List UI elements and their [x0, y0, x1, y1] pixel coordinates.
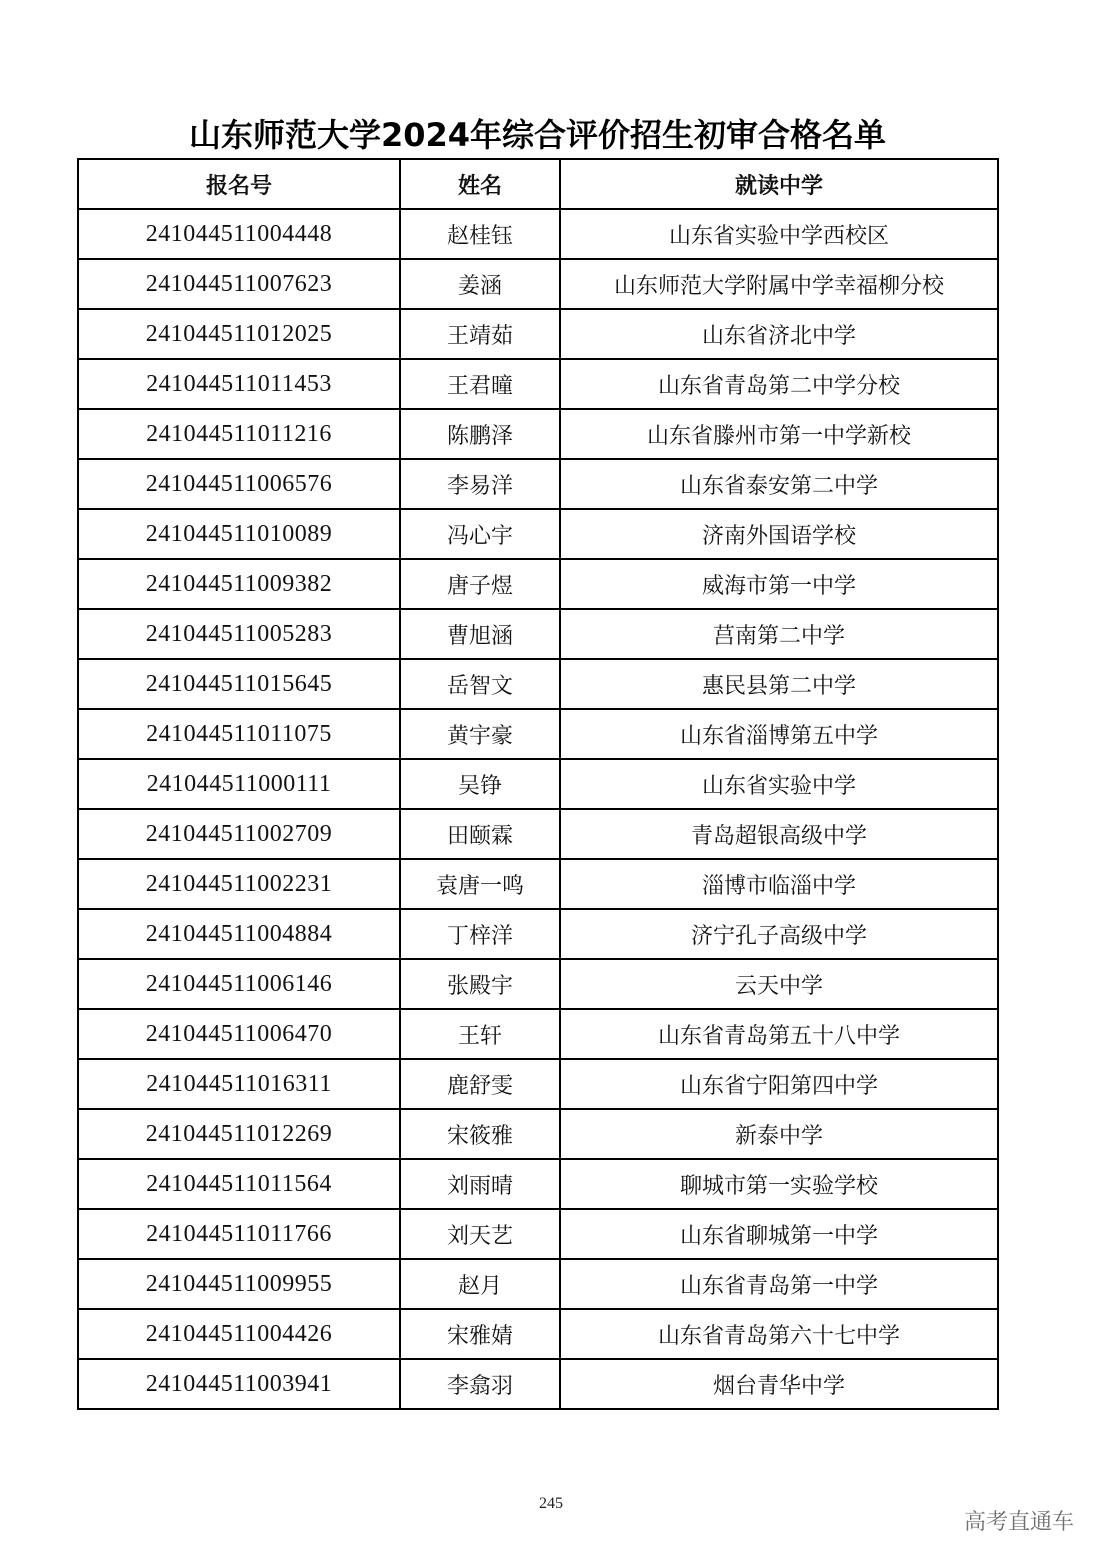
- student-name-cell: 王轩: [400, 1009, 560, 1059]
- table-row: [78, 659, 998, 709]
- school-name-cell: 山东省青岛第二中学分校: [560, 359, 998, 409]
- school-name-cell: 山东师范大学附属中学幸福柳分校: [560, 259, 998, 309]
- school-name-cell: 山东省泰安第二中学: [560, 459, 998, 509]
- table-row: [78, 1309, 998, 1359]
- column-header-registration-number: 报名号: [78, 159, 400, 209]
- school-name-cell: 山东省青岛第六十七中学: [560, 1309, 998, 1359]
- student-name-cell: 王靖茹: [400, 309, 560, 359]
- registration-number-cell: 241044511015645: [78, 659, 400, 709]
- school-name-cell: 山东省聊城第一中学: [560, 1209, 998, 1259]
- school-name-cell: 济南外国语学校: [560, 509, 998, 559]
- table-row: [78, 509, 998, 559]
- registration-number-cell: 241044511012025: [78, 309, 400, 359]
- registration-number-cell: 241044511006576: [78, 459, 400, 509]
- registration-number-cell: 241044511011453: [78, 359, 400, 409]
- school-name-cell: 惠民县第二中学: [560, 659, 998, 709]
- student-name-cell: 袁唐一鸣: [400, 859, 560, 909]
- table-header-row: [78, 159, 998, 209]
- school-name-cell: 山东省济北中学: [560, 309, 998, 359]
- registration-number-cell: 241044511005283: [78, 609, 400, 659]
- student-name-cell: 赵桂钰: [400, 209, 560, 259]
- student-name-cell: 王君曈: [400, 359, 560, 409]
- school-name-cell: 聊城市第一实验学校: [560, 1159, 998, 1209]
- student-name-cell: 刘天艺: [400, 1209, 560, 1259]
- student-name-cell: 张殿宇: [400, 959, 560, 1009]
- registration-number-cell: 241044511002231: [78, 859, 400, 909]
- registration-number-cell: 241044511007623: [78, 259, 400, 309]
- student-name-cell: 宋筱雅: [400, 1109, 560, 1159]
- table-row: [78, 759, 998, 809]
- table-row: [78, 709, 998, 759]
- registration-number-cell: 241044511004426: [78, 1309, 400, 1359]
- registration-number-cell: 241044511010089: [78, 509, 400, 559]
- school-name-cell: 山东省淄博第五中学: [560, 709, 998, 759]
- table-body: [78, 209, 998, 1409]
- table-row: [78, 309, 998, 359]
- school-name-cell: 山东省滕州市第一中学新校: [560, 409, 998, 459]
- registration-number-cell: 241044511003941: [78, 1359, 400, 1409]
- school-name-cell: 山东省实验中学: [560, 759, 998, 809]
- table-row: [78, 409, 998, 459]
- table-row: [78, 1259, 998, 1309]
- table-row: [78, 1359, 998, 1409]
- table-row: [78, 209, 998, 259]
- table-row: [78, 1059, 998, 1109]
- student-name-cell: 李翕羽: [400, 1359, 560, 1409]
- registration-number-cell: 241044511011766: [78, 1209, 400, 1259]
- registration-number-cell: 241044511000111: [78, 759, 400, 809]
- table-row: [78, 259, 998, 309]
- table-row: [78, 459, 998, 509]
- table-row: [78, 959, 998, 1009]
- registration-number-cell: 241044511006146: [78, 959, 400, 1009]
- table-row: [78, 359, 998, 409]
- school-name-cell: 山东省实验中学西校区: [560, 209, 998, 259]
- table-row: [78, 809, 998, 859]
- school-name-cell: 烟台青华中学: [560, 1359, 998, 1409]
- school-name-cell: 山东省青岛第五十八中学: [560, 1009, 998, 1059]
- registration-number-cell: 241044511004448: [78, 209, 400, 259]
- page-number: 245: [539, 1495, 563, 1512]
- registration-number-cell: 241044511011075: [78, 709, 400, 759]
- column-header-school: 就读中学: [560, 159, 998, 209]
- student-name-cell: 刘雨晴: [400, 1159, 560, 1209]
- school-name-cell: 山东省宁阳第四中学: [560, 1059, 998, 1109]
- student-name-cell: 陈鹏泽: [400, 409, 560, 459]
- registration-number-cell: 241044511004884: [78, 909, 400, 959]
- registration-number-cell: 241044511006470: [78, 1009, 400, 1059]
- student-name-cell: 姜涵: [400, 259, 560, 309]
- admission-list-table: [77, 158, 999, 1410]
- student-name-cell: 丁梓洋: [400, 909, 560, 959]
- school-name-cell: 新泰中学: [560, 1109, 998, 1159]
- school-name-cell: 云天中学: [560, 959, 998, 1009]
- school-name-cell: 济宁孔子高级中学: [560, 909, 998, 959]
- table-row: [78, 609, 998, 659]
- student-name-cell: 鹿舒雯: [400, 1059, 560, 1109]
- watermark: 高考直通车: [963, 1510, 1074, 1535]
- table-row: [78, 1109, 998, 1159]
- student-name-cell: 岳智文: [400, 659, 560, 709]
- school-name-cell: 山东省青岛第一中学: [560, 1259, 998, 1309]
- student-name-cell: 赵月: [400, 1259, 560, 1309]
- school-name-cell: 威海市第一中学: [560, 559, 998, 609]
- student-name-cell: 宋雅婧: [400, 1309, 560, 1359]
- registration-number-cell: 241044511012269: [78, 1109, 400, 1159]
- registration-number-cell: 241044511011564: [78, 1159, 400, 1209]
- table-row: [78, 859, 998, 909]
- student-name-cell: 李易洋: [400, 459, 560, 509]
- registration-number-cell: 241044511009955: [78, 1259, 400, 1309]
- student-name-cell: 唐子煜: [400, 559, 560, 609]
- table-row: [78, 1009, 998, 1059]
- student-name-cell: 曹旭涵: [400, 609, 560, 659]
- column-header-name: 姓名: [400, 159, 560, 209]
- table-row: [78, 1209, 998, 1259]
- school-name-cell: 青岛超银高级中学: [560, 809, 998, 859]
- student-name-cell: 田颐霖: [400, 809, 560, 859]
- student-name-cell: 吴铮: [400, 759, 560, 809]
- page-title: 山东师范大学2024年综合评价招生初审合格名单: [188, 116, 887, 154]
- registration-number-cell: 241044511016311: [78, 1059, 400, 1109]
- school-name-cell: 淄博市临淄中学: [560, 859, 998, 909]
- registration-number-cell: 241044511002709: [78, 809, 400, 859]
- school-name-cell: 莒南第二中学: [560, 609, 998, 659]
- registration-number-cell: 241044511011216: [78, 409, 400, 459]
- registration-number-cell: 241044511009382: [78, 559, 400, 609]
- table-row: [78, 1159, 998, 1209]
- student-name-cell: 冯心宇: [400, 509, 560, 559]
- student-name-cell: 黄宇豪: [400, 709, 560, 759]
- table-row: [78, 559, 998, 609]
- table-row: [78, 909, 998, 959]
